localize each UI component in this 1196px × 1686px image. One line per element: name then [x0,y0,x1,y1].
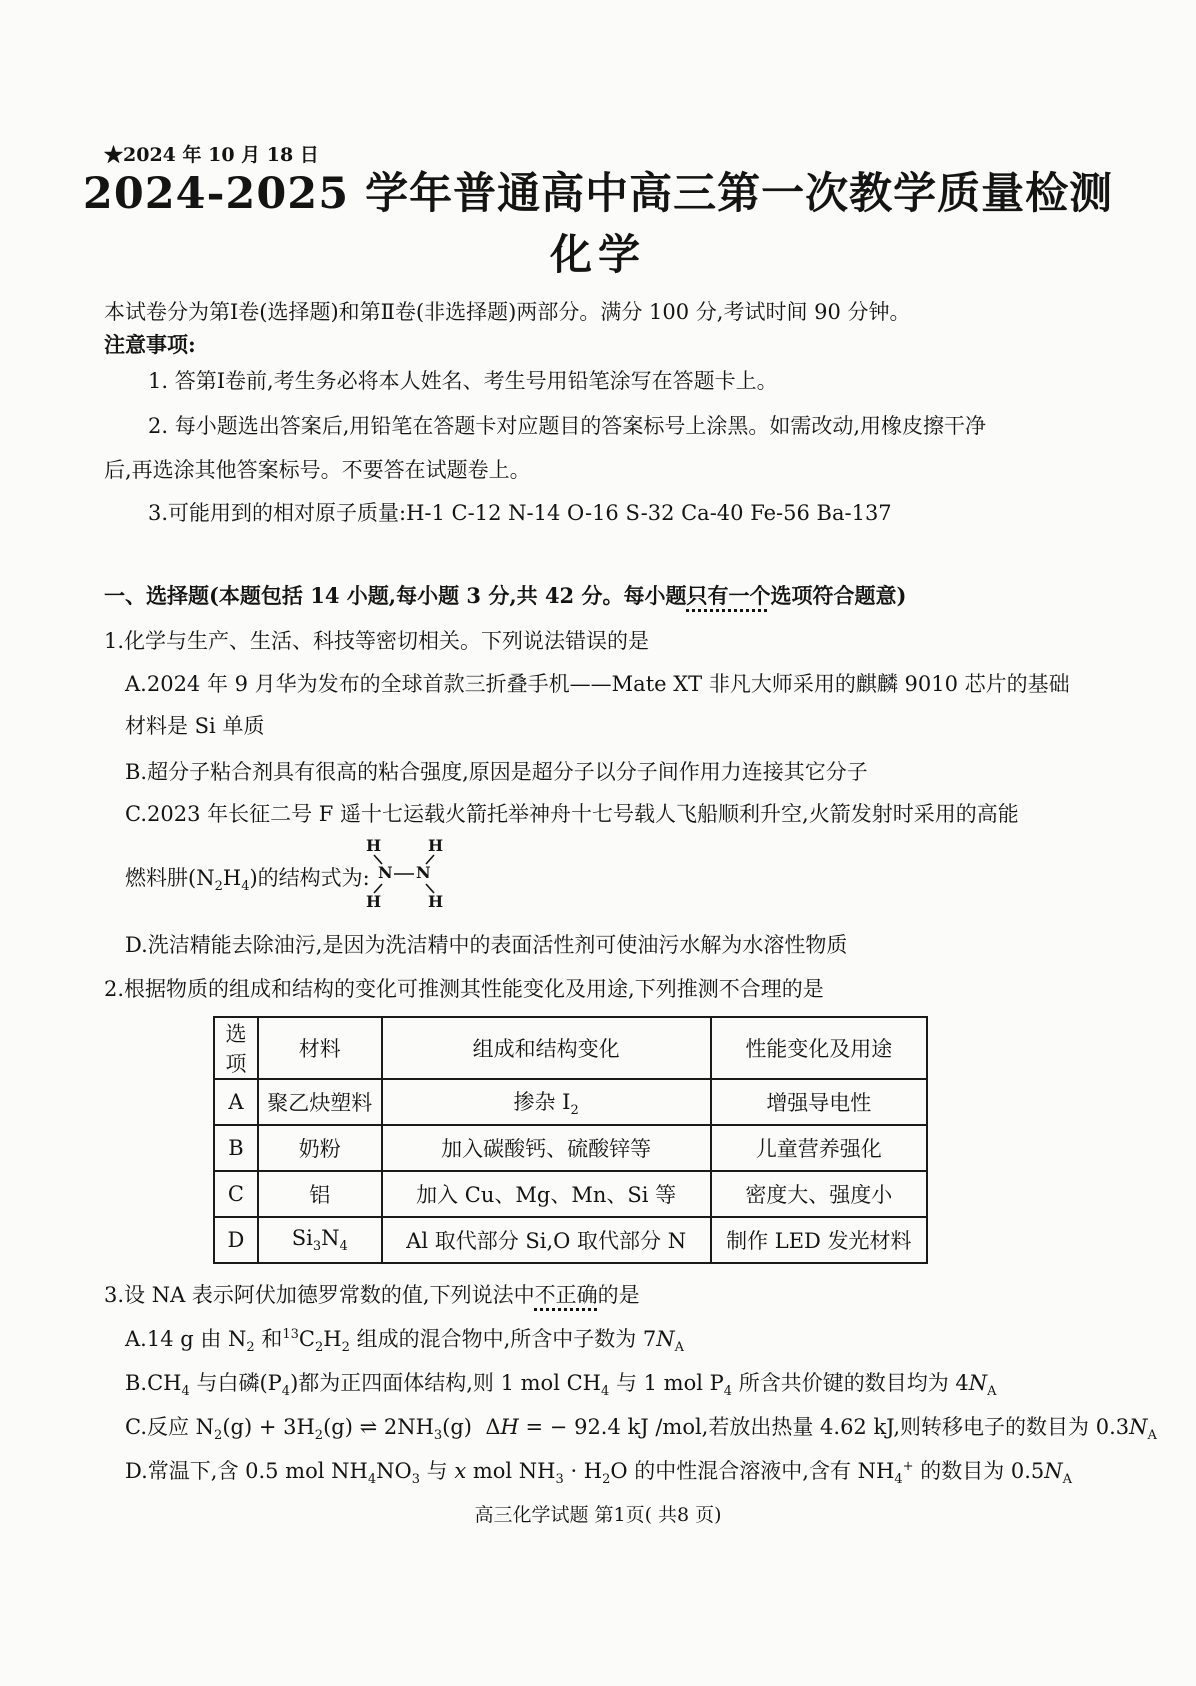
table-header-cell: 选项 [214,1017,258,1079]
notice-item-2: 2. 每小题选出答案后,用铅笔在答题卡对应题目的答案标号上涂黑。如需改动,用橡皮擦干净 [148,414,987,438]
notice-item-2-cont: 后,再选涂其他答案标号。不要答在试题卷上。 [104,458,531,482]
question-1-option-a-cont: 材料是 Si 单质 [125,714,265,738]
table-cell: 加入 Cu、Mg、Mn、Si 等 [382,1171,711,1217]
exam-title: 2024-2025 学年普通高中高三第一次教学质量检测 [82,169,1114,219]
question-3-option-d: D.常温下,含 0.5 mol $NH_4NO_3$ 与 x mol $NH_3 \cdot H_2O$ 的中性混合溶液中,含有 $NH_4^+$ 的数目为 $0.5N_A$ [125,1459,1073,1488]
table-cell: 奶粉 [258,1125,382,1171]
notice-item-3: 3.可能用到的相对原子质量:H-1 C-12 N-14 O-16 S-32 Ca-40 Fe-56 Ba-137 [148,501,892,525]
bond-lines [360,836,460,916]
table-header-cell: 材料 [258,1017,382,1079]
question-3-option-b: $B.CH_4$ 与白磷$(P_4)$都为正四面体结构,则 1 mol $CH_4$ 与 1 mol $P_4$ 所含共价键的数目均为 $4N_A$ [125,1371,997,1400]
question-1-option-b: B.超分子粘合剂具有很高的粘合强度,原因是超分子以分子间作用力连接其它分子 [125,760,868,784]
table-row [214,1217,927,1263]
table-cell: Al 取代部分 Si,O 取代部分 N [382,1217,711,1263]
table-cell: 制作 LED 发光材料 [711,1217,927,1263]
question-3-option-c: C.反应 $N_2(g) + 3H_2(g)$ ⇌ $2NH_3(g) \Delta H$ = − 92.4 kJ /mol,若放出热量 4.62 kJ,则转移电子的数目为 $0.3N_A$ [125,1415,1157,1444]
exam-date: ★2024 年 10 月 18 日 [104,144,319,166]
table-cell: 加入碳酸钙、硫酸锌等 [382,1125,711,1171]
table-row [214,1171,927,1217]
table-header-row [214,1017,927,1079]
question-3-option-a: A.14 g 由 $N_2$ 和$^{13}C_2H_2$ 组成的混合物中,所含中子数为 $7N_A$ [125,1327,685,1356]
atom-n: N [416,863,431,882]
exam-subject: 化学 [549,230,646,279]
page-footer: 高三化学试题 第1页( 共8 页) [474,1504,722,1526]
table-cell: 密度大、强度小 [711,1171,927,1217]
table-cell: 掺杂 $I_2$ [382,1079,711,1125]
table-cell: 增强导电性 [711,1079,927,1125]
question-1-option-d: D.洗洁精能去除油污,是因为洗洁精中的表面活性剂可使油污水解为水溶性物质 [125,933,848,957]
table-cell: C [214,1171,258,1217]
table-cell: D [214,1217,258,1263]
exam-intro: 本试卷分为第Ⅰ卷(选择题)和第Ⅱ卷(非选择题)两部分。满分 100 分,考试时间 90 分钟。 [104,300,911,324]
question-1-option-c-cont: 燃料肼$(N_2H_4)$的结构式为: [125,866,370,895]
hydrazine-structure [360,836,460,916]
notice-item-1: 1. 答第Ⅰ卷前,考生务必将本人姓名、考生号用铅笔涂写在答题卡上。 [148,369,778,393]
question-1-option-a: A.2024 年 9 月华为发布的全球首款三折叠手机——Mate XT 非凡大师采用的麒麟 9010 芯片的基础 [125,672,1070,696]
table-row [214,1079,927,1125]
table-cell: 儿童营养强化 [711,1125,927,1171]
atom-h: H [428,836,444,855]
atom-h: H [366,836,382,855]
table-cell: 铝 [258,1171,382,1217]
table-cell: A [214,1079,258,1125]
question-1-stem: 1.化学与生产、生活、科技等密切相关。下列说法错误的是 [104,629,650,653]
table-cell: 聚乙炔塑料 [258,1079,382,1125]
atom-h: H [428,892,444,911]
question-1-option-c: C.2023 年长征二号 F 遥十七运载火箭托举神舟十七号载人飞船顺利升空,火箭发射时采用的高能 [125,802,1019,826]
table-row [214,1125,927,1171]
question-2-stem: 2.根据物质的组成和结构的变化可推测其性能变化及用途,下列推测不合理的是 [104,977,824,1001]
table-cell: B [214,1125,258,1171]
question-2-table [213,1016,928,1264]
question-3-stem: 3.设 NA 表示阿伏加德罗常数的值,下列说法中不正确的是 [104,1283,640,1307]
table-header-cell: 性能变化及用途 [711,1017,927,1079]
notice-heading: 注意事项: [104,332,196,357]
atom-n: N [378,863,393,882]
table-cell: $Si_3N_4$ [258,1217,382,1263]
atom-h: H [366,892,382,911]
table-header-cell: 组成和结构变化 [382,1017,711,1079]
section-heading: 一、选择题(本题包括 14 小题,每小题 3 分,共 42 分。每小题只有一个选项符合题意) [104,583,907,608]
